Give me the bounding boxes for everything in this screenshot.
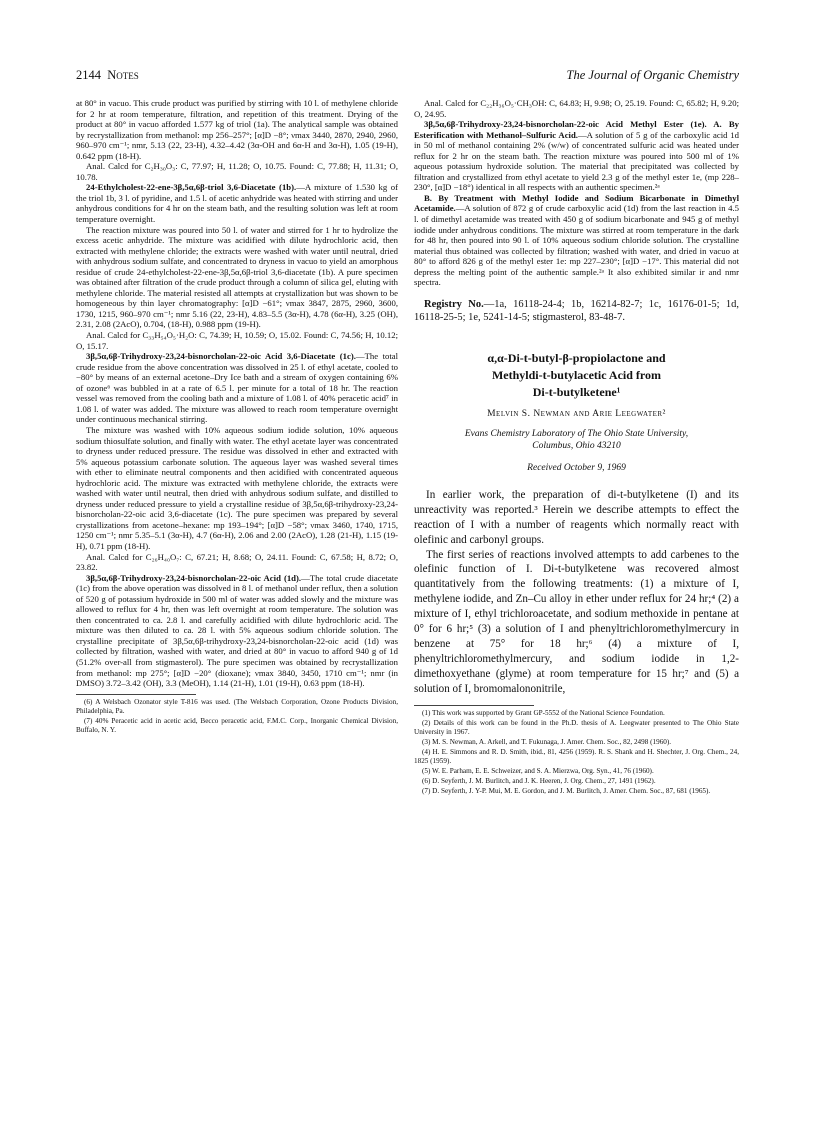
section-heading: 3β,5α,6β-Trihydroxy-23,24-bisnorcholan-22-oic Acid (1d). bbox=[86, 572, 302, 583]
footnote: (6) A Welsbach Ozonator style T-816 was used. (The Welsbach Corporation, Ozone Products Division, Philadelphia, Pa. bbox=[76, 697, 398, 715]
footnote: (1) This work was supported by Grant GP-5552 of the National Science Foundation. bbox=[422, 708, 665, 717]
page-header bbox=[76, 68, 739, 86]
registry-numbers: Registry No.—1a, 16118-24-4; 1b, 16214-82-7; 1c, 16176-01-5; 1d, 16118-25-5; 1e, 5241-14-5; stigmasterol, 83-48-7. bbox=[414, 298, 739, 323]
left-column bbox=[76, 98, 398, 736]
paragraph: 3β,5α,6β-Trihydroxy-23,24-bisnorcholan-22-oic Acid (1d).—The total crude diacetate (1c) from the above operation was dissolved in 8 l. of methanol under reflux, then a solution of 520 g of potassium hydroxide in 500 ml of water was added slowly and the mixture was allowed to reflux for 4 hr, then was left overnight at room temperature. The solution was then concentrated to ca. 2.8 l. and carefully acidified with dilute hydrochloric acid. The mixture was then diluted to ca. 28 l. with 5% aqueous sodium chloride solution. The crystalline precipitate of 3β,5α,6β-trihydroxy-23,24-bisnorcholan-22-oic acid (1d) was collected by filtration, washed with water, and dried at 80° in vacuo to afford 940 g of 1d (51.2% over-all from stigmasterol). The pure specimen was obtained by recrystallization from methanol: mp 275°; [α]D −20° (dioxane); νmax 3840, 3450, 1710 cm⁻¹; nmr (in DMSO) 3.72–3.42 (OH), 3.3 (MeOH), 1.14 (21-H), 1.01 (19-H), 0.63 ppm (18-H). bbox=[76, 572, 398, 689]
journal-name: The Journal of Organic Chemistry bbox=[566, 68, 739, 82]
article-title: α,α-Di-t-butyl-β-propiolactone and Methyldi-t-butylacetic Acid from Di-t-butylketene¹ bbox=[487, 350, 666, 399]
received-date: Received October 9, 1969 bbox=[527, 463, 626, 474]
analysis-paragraph: Anal. Calcd for C₂₂H₃₆O₅·CH₃OH: C, 64.83; H, 9.98; O, 25.19. Found: C, 65.82; H, 9.20; O, 24.95. bbox=[414, 98, 739, 119]
footnote: (7) 40% Peracetic acid in acetic acid, Becco peracetic acid, F.M.C. Corp., Inorganic Chemical Division, Buffalo, N. Y. bbox=[76, 716, 398, 734]
article-body bbox=[414, 488, 739, 697]
analysis-paragraph: Anal. Calcd for C₃₃H₅₄O₅·H₂O: C, 74.39; H, 10.59; O, 15.02. Found: C, 74.56; H, 10.12; O, 15.17. bbox=[76, 330, 398, 351]
paragraph: The first series of reactions involved attempts to add carbenes to the olefinic function of I. Di-t-butylketene was recovered almost quantitatively from the following treatments: (1) a mixture of I, methylene iodide, and Zn–Cu alloy in ether under reflux for 24 hr;⁴ (2) a mixture of I, ethyl trichloroacetate, and sodium methoxide in pentane at 0° for 6 hr;⁵ (3) a solution of I and phenyltrichloromethylmercury in benzene at 75° for 18 hr;⁶ (4) a mixture of I, phenyltrichloromethylmercury, and sodium iodide in 1,2-dimethoxyethane (glyme) at room temperature for 15 hr;⁷ and (5) a solution of I, bromomalononitrile, bbox=[414, 548, 739, 695]
paragraph: The mixture was washed with 10% aqueous sodium iodide solution, 10% aqueous sodium thiosulfate solution, and finally with water. The ethyl acetate layer was concentrated to dryness under reduced pressure. The residue was dissolved in ether and extracted with 5% aqueous potassium carbonate solution. The aqueous layer was washed several times with ether to eliminate neutral components and then acidified with concentrated aqueous hydrochloric acid. The mixture was extracted with methylene chloride, the extracts were washed with water until neutral, then dried with anhydrous sodium sulfate, and distilled to dryness under reduced pressure to yield a crystalline residue of 3β,5α,6β-trihydroxy-23,24-bisnorcholan-22-oic acid 3,6-diacetate (1c). The pure specimen was prepared by several crystallizations from acetone–hexane: mp 193–194°; [α]D −58°; νmax 3460, 1740, 1715, 1250 cm⁻¹; nmr 5.35–5.1 (3α-H), 4.7 (6α-H), 2.06 and 2.00 (2AcO), 1.28 (21-H), 1.15 (19-H), 0.71 ppm (18-H). bbox=[76, 424, 398, 551]
section-heading: B. By Treatment with Methyl Iodide and Sodium Bicarbonate in Dimethyl Acetamide. bbox=[414, 192, 739, 214]
footnote: (3) M. S. Newman, A. Arkell, and T. Fukunaga, J. Amer. Chem. Soc., 82, 2498 (1960). bbox=[422, 737, 672, 746]
paragraph: In earlier work, the preparation of di-t-butylketene (I) and its unreactivity was reported.³ Herein we describe attempts to effect the reaction of I with a number of reagents which normally react with olefinic and carbonyl groups. bbox=[414, 488, 739, 546]
footnote: (5) W. E. Parham, E. E. Schweizer, and S. A. Mierzwa, Org. Syn., 41, 76 (1960). bbox=[422, 767, 654, 776]
footnote: (7) D. Seyferth, J. Y-P. Mui, M. E. Gordon, and J. M. Burlitch, J. Amer. Chem. Soc., 87, 681 (1965). bbox=[422, 787, 711, 796]
analysis-paragraph: Anal. Calcd for C₂H₃₀O₃: C, 77.97; H, 11.28; O, 10.75. Found: C, 77.88; H, 11.31; O, 10.78. bbox=[76, 161, 398, 182]
paragraph: 3β,5α,6β-Trihydroxy-23,24-bisnorcholan-22-oic Acid 3,6-Diacetate (1c).—The total crude residue from the above concentration was dissolved in 25 l. of ethyl acetate, cooled to −80° by means of an external acetone–Dry Ice bath and a stream of oxygen containing 6% of ozone⁶ was bubbled in at a rate of 6.5 l. per minute for a total of 18 hr. The reaction vessel was removed from the cooling bath and a mixture of 1.08 l. of 40% peracetic acid⁷ in 1.08 l. of water was added. The mixture was allowed to reach room temperature overnight under continuous mechanical stirring. bbox=[76, 351, 399, 425]
paragraph: 24-Ethylcholest-22-ene-3β,5α,6β-triol 3,6-Diacetate (1b).—A mixture of 1.530 kg of the triol 1b, 3 l. of pyridine, and 1.5 l. of acetic anhydride was heated with stirring and under anhydrous conditions for 4 hr on the steam bath, and the resulting solution was left at room temperature overnight. bbox=[76, 182, 398, 225]
paragraph: at 80° in vacuo. This crude product was purified by stirring with 10 l. of methylene chloride for 2 hr at room temperature, filtration, and repetition of this treatment. Drying of the product at 80° in vacuo afforded 1.577 kg of triol (1a). The analytical sample was obtained by recrystallization from methanol: mp 256–257°; [α]D −8°; νmax 3440, 2870, 2940, 2960, 960–970 cm⁻¹; nmr, 5.13 (22, 23-H), 4.32–4.42 (3α-OH and 6α-H and 3α-H), 1.05 (19-H), 0.642 ppm (18-H). bbox=[76, 98, 398, 161]
footnote-divider bbox=[76, 694, 196, 695]
footnote: (2) Details of this work can be found in the Ph.D. thesis of A. Leegwater presented to The Ohio State University in 1967. bbox=[414, 718, 739, 736]
paragraph: B. By Treatment with Methyl Iodide and Sodium Bicarbonate in Dimethyl Acetamide.—A solution of 872 g of crude carboxylic acid (1d) from the last reaction in 4.5 l. of dimethyl acetamide was treated with 450 g of sodium bicarbonate and 945 g of methyl iodide under anhydrous conditions. The mixture was stirred at room temperature in the dark for 48 hr, then poured into 90 l. of 10% aqueous sodium chloride solution. The crystalline material thus obtained was collected by filtration; washed with water, and dried in vacuo at 80° to afford 826 g of the methyl ester 1e: mp 227–230°; [α]D −17°. This material did not depress the melting point of the authentic sample.²ᵃ It also exhibited similar ir and nmr spectra. bbox=[414, 192, 739, 288]
analysis-paragraph: Anal. Calcd for C₂₆H₄₀O₇: C, 67.21; H, 8.68; O, 24.11. Found: C, 67.58; H, 8.72; O, 23.82. bbox=[76, 551, 398, 573]
footnote: (4) H. E. Simmons and R. D. Smith, ibid., 81, 4256 (1959). R. S. Shank and H. Shechter, J. Org. Chem., 24, 1825 (1959). bbox=[414, 748, 739, 766]
section-heading: 3β,5α,6β-Trihydroxy-23,24-bisnorcholan-22-oic Acid Methyl Ester (1e). A. By Esterification with Methanol–Sulfuric Acid. bbox=[414, 119, 739, 140]
section-heading: 24-Ethylcholest-22-ene-3β,5α,6β-triol 3,6-Diacetate (1b). bbox=[86, 182, 297, 193]
footnote: (6) D. Seyferth, J. M. Burlitch, and J. K. Heeren, J. Org. Chem., 27, 1491 (1962). bbox=[422, 777, 656, 786]
footnote-divider bbox=[414, 705, 534, 706]
right-column bbox=[414, 98, 739, 797]
section-heading: 3β,5α,6β-Trihydroxy-23,24-bisnorcholan-22-oic Acid 3,6-Diacetate (1c). bbox=[86, 351, 356, 362]
paragraph: The reaction mixture was poured into 50 l. of water and stirred for 1 hr to hydrolize the excess acetic anhydride. The mixture was acidified with dilute hydrochloric acid, then extracted with methylene chloride; the extracts were washed with water until neutral, dried with anhydrous sodium sulfate, and concentrated to dryness in vacuo to yield an amorphous residue of crude 24-ethylcholest-22-ene-3β,5α,6β-triol 3,6-diacetate (1b). A pure specimen was obtained after filtration of the crude product through a column of silica gel, eluting with methylene chloride. The material resisted all attempts at crystallization but was shown to be homogeneous by thin layer chromatography: [α]D −61°; νmax 3847, 2875, 2960, 3600, 1730, 1215, 960–970 cm⁻¹; nmr 5.16 (22, 23-H), 4.83–5.5 (3α-H), 4.78 (6α-H), 3.25 (OH), 2.31, 2.08 (2AcO), 0.704, (18-H), 0.988 ppm (19-H). bbox=[76, 224, 398, 330]
article-authors: Melvin S. Newman and Arie Leegwater² bbox=[487, 408, 666, 419]
affiliation: Evans Chemistry Laboratory of The Ohio State University, Columbus, Ohio 43210 bbox=[464, 429, 689, 452]
page-number: 2144 Notes bbox=[76, 68, 139, 82]
paragraph: 3β,5α,6β-Trihydroxy-23,24-bisnorcholan-22-oic Acid Methyl Ester (1e). A. By Esterification with Methanol–Sulfuric Acid.—A solution of 5 g of the carboxylic acid 1d in 50 ml of methanol containing 2% (w/w) of concentrated sulfuric acid was heated under reflux for 2 hr on the steam bath. The reaction mixture was poured into 500 ml of 1% aqueous potassium hydroxide solution. The material that precipitated was collected by filtration and crystallized from ethyl acetate to yield 2.3 g of the methyl ester 1e, (mp 228–230°, [α]D −18°) identical in all respects with an authentic specimen.²ᵃ bbox=[414, 119, 739, 193]
